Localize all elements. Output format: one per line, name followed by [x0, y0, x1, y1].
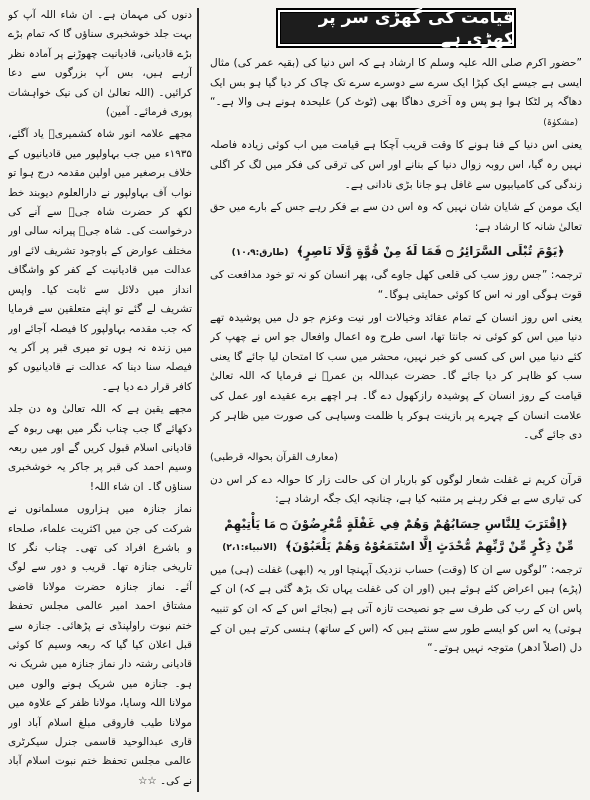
side-column — [8, 6, 192, 794]
main-column — [210, 6, 582, 794]
verse-1-text: ﴿یَوْمَ تُبْلَی السَّرَائِرُ ۝ فَمَا لَهٗ مِنْ قُوَّةٍ وَّلَا نَاصِرٍ﴾ — [296, 244, 565, 259]
translation-2: ترجمہ: ”لوگوں سے ان کا (وقت) حساب نزدیک آپہنچا اور یہ (ابھی) غفلت (ہی) میں (پڑے) ہیں اعراض کئے ہوئے ہیں (اور ان کی غفلت یہاں تک بڑھ گئی ہے کہ) ان کے پاس ان کے رب کی طرف سے جو نصیحت تازہ آتی ہے (بجائے اس کے کہ ان کو تنبیہ ہوتی) یہ اس کو ایسے طور سے سنتے ہیں کہ (اس کے ساتھ) ہنسی کرتے ہیں ان کے دل (اصلاً ادھر) متوجہ نہیں ہوتے۔“ — [210, 563, 582, 655]
hadith-text: ”حضور اکرم صلی اللہ علیہ وسلم کا ارشاد ہے کہ اس دنیا کی (بقیہ عمر کی) مثال ایسی ہے جیسے ایک کپڑا ایک سرے سے دوسرے سرے تک چاک کر دیا گیا ہو بس ایک دھاگہ پر لٹکا ہوا ہو پس وہ آخری دھاگا بھی (ٹوٹ کر) علیحدہ ہونے ہی والا ہے۔“ — [210, 57, 582, 109]
side-paragraph-2: مجھے علامہ انور شاہ کشمیریؒ یاد آگئے، ۱۹۳۵ء میں جب بہاولپور میں قادیانیوں کے خلاف برصغیر میں اولین مقدمہ درج ہوا تو نواب آف بہاولپور نے دارالعلوم دیوبند خط لکھ کر حضرت شاہ جیؒ سے آنے کی درخواست کی۔ شاہ جیؒ پیرانہ سالی اور مختلف عوارض کے باوجود تشریف لائے اور عدالت میں قادیانیت کے کفر کو واشگاف انداز میں دلائل سے ثابت کیا۔ واپس تشریف لے گئے تو اپنے متعلقین سے فرمایا کہ جب مقدمہ بہاولپور کا فیصلہ آجائے اور میں زندہ نہ ہوں تو میری قبر پر آکر یہ فیصلہ سنا دینا کہ عدالت نے قادیانیوں کو کافر قرار دے دیا ہے۔ — [8, 128, 192, 393]
paragraph-3-reference: (معارف القرآن بحوالہ قرطبی) — [210, 451, 338, 463]
paragraph-4: قرآن کریم نے غفلت شعار لوگوں کو باربار ان کی حالت زار کا حوالہ دے کر اس دن کی تیاری سے بے فکر رہنے پر متنبہ کیا ہے، چنانچہ ایک جگہ ارشاد ہے: — [210, 473, 582, 506]
verse-2-line-1: ﴿اِقْتَرَبَ لِلنَّاسِ حِسَابُهُمْ وَهُمْ فِي غَفْلَةٍ مُّعْرِضُوْنَ ۝ مَا يَأْتِيْهِمْ — [224, 516, 568, 531]
quran-verse-1 — [210, 240, 582, 264]
verse-2-reference: (الانبیاء:۲،۱) — [222, 542, 277, 553]
side-paragraph-1: دنوں کی مہمان ہے۔ ان شاء اللہ آپ کو بہت جلد خوشخبری سناؤں گا کہ تمام بڑے بڑے قادیانی، قادیانیت چھوڑنے پر آمادہ نظر آرہے ہیں، بس آپ بزرگوں سے دعا کرائیں۔ (اللہ تعالیٰ ان کی نیک خواہشات پوری فرمائے۔ آمین) — [8, 9, 192, 119]
paragraph-1: یعنی اس دنیا کے فنا ہونے کا وقت قریب آچکا ہے قیامت میں اب کوئی زیادہ فاصلہ نہیں رہ گیا، اس روبہ زوال دنیا کے بنانے اور اس کی ترقی کی فکر میں لگ کر اگلی زندگی کی کامیابیوں سے غافل ہو جانا بڑی نادانی ہے۔ — [210, 139, 582, 191]
side-paragraph-3: مجھے یقین ہے کہ اللہ تعالیٰ وہ دن جلد دکھائے گا جب چناب نگر میں بھی ربوہ کے قادیانی اسلام قبول کریں گے اور میں ربعہ وسیم احمد کی قبر پر جاکر یہ خوشخبری سناؤں گا۔ ان شاء اللہ! — [8, 403, 192, 493]
column-divider — [197, 8, 199, 792]
article-title: قیامت کی گھڑی سر پر کھڑی ہے — [318, 7, 514, 49]
verse-1-reference: (طارق:۱۰،۹) — [231, 248, 289, 259]
quran-verse-2 — [210, 513, 582, 559]
side-paragraph-4: نماز جنازہ میں ہزاروں مسلمانوں نے شرکت کی جن میں اکثریت علماء، صلحاء و باشرع افراد کی تھی۔ چناب نگر کا تاریخی جنازہ تھا۔ قریب و دور سے لوگ آئے۔ نماز جنازہ حضرت مولانا قاضی مشتاق احمد امیر عالمی مجلس تحفظ ختم نبوت راولپنڈی نے پڑھائی۔ جنازہ سے قبل اعلان کیا گیا کہ ربعہ وسیم کا کوئی قادیانی رشتہ دار نماز جنازہ میں شریک نہ ہو۔ جنازہ میں شریک ہونے والوں میں مولانا اللہ وسایا، مولانا ظفر کے علاوہ میں مولانا طیب فاروقی مبلغ اسلام آباد اور قاری عبدالوحید قاسمی جنرل سیکرٹری عالمی مجلس تحفظ ختم نبوت اسلام آباد نے کی۔ ☆☆ — [8, 503, 192, 787]
translation-1: ترجمہ: ”جس روز سب کی قلعی کھل جاوے گی، پھر انسان کو نہ تو خود مدافعت کی قوت ہوگی اور نہ اس کا کوئی حمایتی ہوگا۔“ — [210, 269, 582, 301]
paragraph-2: ایک مومن کے شایان شان نہیں کہ وہ اس دن سے بے فکر رہے جس کے بارے میں حق تعالیٰ شانہ کا ارشاد ہے: — [210, 201, 582, 233]
hadith-reference: (مشکوٰۃ) — [543, 117, 578, 128]
verse-2-line-2: مِّنْ ذِكْرٍ مِّنْ رَّبِّهِمْ مُّحْدَثٍ اِلَّا اسْتَمَعُوْهُ وَهُمْ يَلْعَبُوْنَ﴾ — [285, 538, 574, 553]
article-title-box — [276, 8, 516, 48]
paragraph-3: یعنی اس روز انسان کے تمام عقائد وخیالات اور نیت وعزم جو دل میں پوشیدہ تھے دنیا میں اس کو کوئی نہ جانتا تھا، اسی طرح وہ اعمال وافعال جو اس نے چھپ کر کئے دنیا میں اس کی کسی کو خبر نہیں، محشر میں سب کا امتحان لیا جائے گا یعنی سب کو ظاہر کر دیا جائے گا۔ حضرت عبداللہ بن عمرؓ نے فرمایا کہ اللہ تعالیٰ قیامت کے روز انسان کے پوشیدہ رازکھول دے گا۔ ہر اچھے برے عقیدے اور عمل کی علامت انسان کے چہرے پر بازینت ہوکر یا ظلمت وسیاہی کی صورت میں ظاہر کر دی جائے گی۔ — [210, 311, 582, 442]
hadith-paragraph — [210, 54, 582, 133]
